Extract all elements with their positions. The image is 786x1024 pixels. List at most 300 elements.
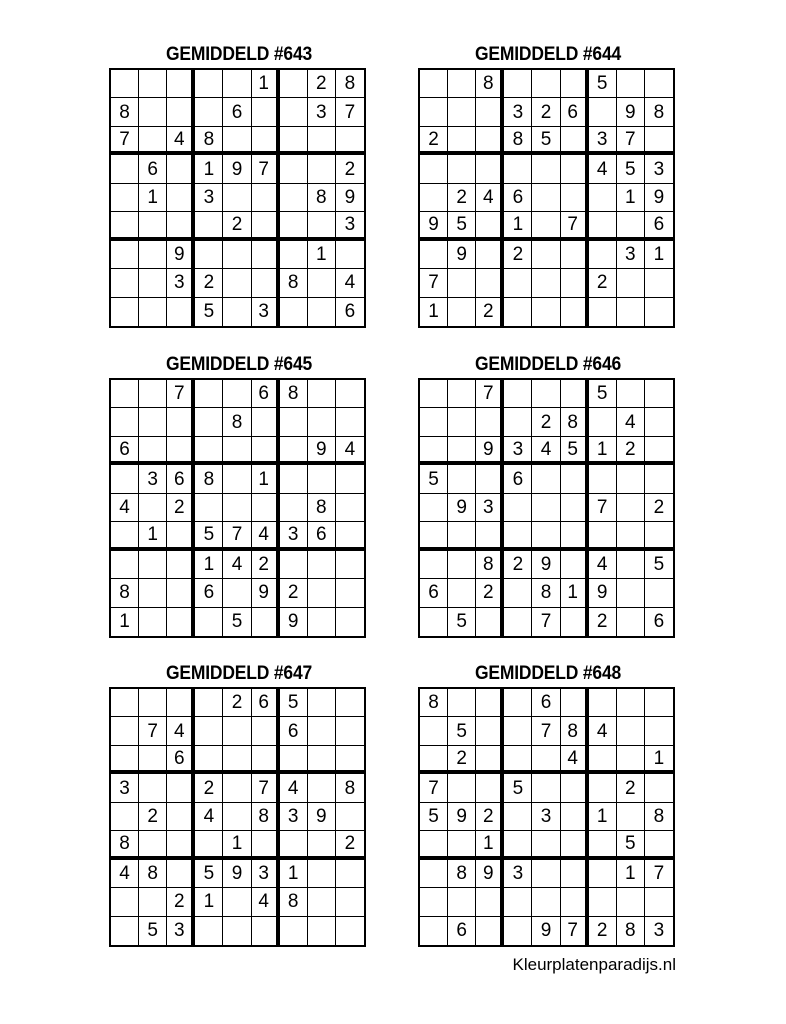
sudoku-cell: 2 (476, 803, 504, 831)
sudoku-cell (336, 717, 364, 745)
sudoku-cell: 8 (476, 70, 504, 98)
sudoku-cell (280, 437, 308, 465)
sudoku-cell: 6 (645, 212, 673, 240)
sudoku-cell (504, 888, 532, 916)
sudoku-cell (504, 917, 532, 945)
sudoku-cell (448, 408, 476, 436)
sudoku-cell (645, 269, 673, 297)
sudoku-cell (111, 888, 139, 916)
sudoku-cell: 1 (645, 746, 673, 774)
sudoku-cell (476, 608, 504, 636)
sudoku-cell (448, 689, 476, 717)
sudoku-cell (645, 380, 673, 408)
sudoku-cell: 4 (111, 860, 139, 888)
sudoku-cell: 9 (308, 803, 336, 831)
sudoku-cell (111, 803, 139, 831)
sudoku-cell (448, 380, 476, 408)
sudoku-cell: 4 (167, 717, 195, 745)
sudoku-cell (589, 888, 617, 916)
sudoku-cell (336, 494, 364, 522)
sudoku-cell (589, 212, 617, 240)
sudoku-cell (532, 212, 560, 240)
sudoku-cell (504, 608, 532, 636)
sudoku-cell (504, 831, 532, 859)
sudoku-cell: 8 (561, 717, 589, 745)
sudoku-cell (617, 269, 645, 297)
sudoku-cell (308, 269, 336, 297)
sudoku-cell (448, 774, 476, 802)
sudoku-cell (420, 494, 448, 522)
sudoku-cell (167, 408, 195, 436)
sudoku-cell: 1 (280, 860, 308, 888)
sudoku-cell (308, 579, 336, 607)
sudoku-cell: 3 (139, 465, 167, 493)
sudoku-cell: 3 (617, 241, 645, 269)
sudoku-cell: 3 (589, 127, 617, 155)
sudoku-cell: 4 (223, 551, 251, 579)
sudoku-cell: 6 (111, 437, 139, 465)
sudoku-cell (561, 803, 589, 831)
sudoku-cell (645, 717, 673, 745)
sudoku-cell: 1 (111, 608, 139, 636)
sudoku-cell (336, 746, 364, 774)
sudoku-cell (139, 494, 167, 522)
sudoku-cell (589, 774, 617, 802)
sudoku-cell (195, 437, 223, 465)
sudoku-cell (223, 184, 251, 212)
sudoku-cell: 1 (476, 831, 504, 859)
sudoku-cell: 2 (617, 437, 645, 465)
sudoku-cell: 4 (195, 803, 223, 831)
sudoku-cell (561, 127, 589, 155)
sudoku-cell (308, 408, 336, 436)
sudoku-cell: 8 (561, 408, 589, 436)
sudoku-cell (223, 437, 251, 465)
sudoku-cell (448, 522, 476, 550)
sudoku-cell (504, 269, 532, 297)
sudoku-cell: 2 (195, 774, 223, 802)
sudoku-cell: 2 (504, 551, 532, 579)
sudoku-cell: 8 (111, 98, 139, 126)
sudoku-cell: 8 (195, 465, 223, 493)
sudoku-cell (617, 380, 645, 408)
sudoku-cell (561, 465, 589, 493)
sudoku-cell: 2 (280, 579, 308, 607)
sudoku-cell: 2 (223, 689, 251, 717)
puzzle-title: GEMIDDELD #643 (165, 44, 313, 65)
sudoku-cell (195, 408, 223, 436)
sudoku-cell (617, 70, 645, 98)
sudoku-cell (280, 408, 308, 436)
sudoku-cell (280, 212, 308, 240)
sudoku-cell: 2 (645, 494, 673, 522)
sudoku-cell (280, 98, 308, 126)
sudoku-cell (223, 465, 251, 493)
sudoku-cell (308, 917, 336, 945)
sudoku-cell (504, 494, 532, 522)
sudoku-cell (167, 551, 195, 579)
sudoku-cell: 9 (420, 212, 448, 240)
sudoku-cell (476, 98, 504, 126)
sudoku-cell: 4 (532, 437, 560, 465)
sudoku-cell (252, 831, 280, 859)
sudoku-cell: 1 (195, 551, 223, 579)
sudoku-cell (476, 127, 504, 155)
sudoku-cell (111, 155, 139, 183)
sudoku-cell: 8 (504, 127, 532, 155)
sudoku-cell (448, 888, 476, 916)
sudoku-cell: 5 (223, 608, 251, 636)
sudoku-cell: 3 (280, 522, 308, 550)
sudoku-cell (504, 579, 532, 607)
sudoku-cell (111, 522, 139, 550)
sudoku-cell (336, 608, 364, 636)
sudoku-cell (532, 522, 560, 550)
sudoku-cell (420, 184, 448, 212)
sudoku-cell (645, 689, 673, 717)
sudoku-cell: 5 (195, 860, 223, 888)
sudoku-cell: 8 (336, 774, 364, 802)
sudoku-cell: 5 (561, 437, 589, 465)
sudoku-cell (617, 212, 645, 240)
sudoku-cell: 6 (344, 301, 356, 323)
sudoku-cell (252, 746, 280, 774)
sudoku-cell (476, 689, 504, 717)
sudoku-cell (139, 746, 167, 774)
sudoku-cell (280, 551, 308, 579)
sudoku-cell (561, 522, 589, 550)
puzzle-title: GEMIDDELD #645 (165, 354, 313, 375)
sudoku-cell (167, 608, 195, 636)
sudoku-cell (252, 127, 280, 155)
sudoku-cell (532, 831, 560, 859)
sudoku-cell (476, 888, 504, 916)
sudoku-cell (336, 551, 364, 579)
sudoku-cell (589, 184, 617, 212)
sudoku-cell: 9 (589, 579, 617, 607)
sudoku-cell: 1 (139, 184, 167, 212)
sudoku-cell (589, 241, 617, 269)
sudoku-cell (504, 689, 532, 717)
sudoku-cell (476, 241, 504, 269)
sudoku-cell: 7 (645, 860, 673, 888)
sudoku-cell (139, 127, 167, 155)
sudoku-cell: 1 (589, 437, 617, 465)
sudoku-cell: 6 (653, 611, 665, 633)
sudoku-cell: 9 (252, 579, 280, 607)
sudoku-cell (308, 155, 336, 183)
sudoku-cell (280, 831, 308, 859)
sudoku-cell: 9 (476, 437, 504, 465)
sudoku-cell (561, 831, 589, 859)
sudoku-cell: 4 (589, 551, 617, 579)
sudoku-cell (111, 298, 139, 326)
sudoku-cell (111, 212, 139, 240)
sudoku-cell: 7 (532, 717, 560, 745)
site-credit: Kleurplatenparadijs.nl (512, 955, 676, 974)
sudoku-cell: 3 (280, 803, 308, 831)
sudoku-cell: 2 (336, 831, 364, 859)
sudoku-cell (589, 408, 617, 436)
sudoku-cell (167, 803, 195, 831)
sudoku-cell (167, 184, 195, 212)
sudoku-grid (109, 378, 366, 638)
sudoku-cell (617, 551, 645, 579)
sudoku-cell: 3 (504, 437, 532, 465)
sudoku-cell (448, 98, 476, 126)
sudoku-cell: 7 (336, 98, 364, 126)
sudoku-cell (139, 831, 167, 859)
sudoku-cell (420, 380, 448, 408)
sudoku-cell: 2 (589, 608, 617, 636)
sudoku-cell (645, 774, 673, 802)
sudoku-cell (561, 380, 589, 408)
sudoku-cell (420, 860, 448, 888)
sudoku-cell (420, 155, 448, 183)
sudoku-cell (223, 746, 251, 774)
sudoku-cell (308, 551, 336, 579)
sudoku-cell (420, 917, 448, 945)
sudoku-cell (532, 184, 560, 212)
sudoku-cell (139, 579, 167, 607)
sudoku-cell (223, 803, 251, 831)
sudoku-cell (645, 298, 673, 326)
sudoku-cell: 7 (111, 127, 139, 155)
sudoku-cell: 6 (252, 380, 280, 408)
puzzle-title: GEMIDDELD #647 (165, 663, 313, 684)
sudoku-cell: 1 (252, 70, 280, 98)
sudoku-cell (645, 522, 673, 550)
sudoku-cell: 8 (645, 98, 673, 126)
sudoku-cell: 4 (167, 127, 195, 155)
sudoku-cell: 4 (617, 408, 645, 436)
sudoku-cell (280, 155, 308, 183)
sudoku-cell (223, 241, 251, 269)
sudoku-cell: 3 (308, 98, 336, 126)
sudoku-cell (223, 380, 251, 408)
sudoku-cell: 2 (420, 127, 448, 155)
sudoku-cell (223, 494, 251, 522)
sudoku-cell: 5 (645, 551, 673, 579)
sudoku-cell: 3 (504, 860, 532, 888)
sudoku-cell (280, 298, 308, 326)
sudoku-cell: 7 (561, 212, 589, 240)
sudoku-cell (139, 408, 167, 436)
sudoku-cell (561, 689, 589, 717)
sudoku-cell: 4 (589, 717, 617, 745)
sudoku-cell (420, 888, 448, 916)
sudoku-cell: 1 (617, 184, 645, 212)
sudoku-cell (167, 774, 195, 802)
sudoku-cell (420, 437, 448, 465)
sudoku-cell (139, 70, 167, 98)
sudoku-cell: 2 (532, 98, 560, 126)
sudoku-cell (167, 298, 195, 326)
sudoku-cell (308, 212, 336, 240)
sudoku-cell (223, 70, 251, 98)
sudoku-cell (617, 608, 645, 636)
sudoku-cell: 2 (336, 155, 364, 183)
sudoku-cell: 2 (252, 551, 280, 579)
sudoku-cell: 8 (252, 803, 280, 831)
sudoku-cell: 5 (448, 608, 476, 636)
sudoku-cell (111, 70, 139, 98)
sudoku-cell (195, 917, 223, 945)
sudoku-cell: 6 (448, 917, 476, 945)
sudoku-cell (223, 717, 251, 745)
sudoku-cell (139, 689, 167, 717)
sudoku-cell: 4 (336, 437, 364, 465)
sudoku-cell (420, 408, 448, 436)
sudoku-cell: 8 (111, 579, 139, 607)
sudoku-cell: 2 (476, 298, 504, 326)
sudoku-cell: 2 (139, 803, 167, 831)
sudoku-cell (532, 298, 560, 326)
sudoku-cell: 8 (280, 380, 308, 408)
sudoku-cell: 2 (167, 888, 195, 916)
sudoku-cell: 5 (448, 212, 476, 240)
sudoku-cell (336, 241, 364, 269)
sudoku-cell (504, 717, 532, 745)
sudoku-cell (504, 522, 532, 550)
sudoku-cell (561, 608, 589, 636)
sudoku-cell: 5 (195, 298, 223, 326)
sudoku-cell (589, 831, 617, 859)
sudoku-cell (195, 494, 223, 522)
sudoku-cell: 1 (589, 803, 617, 831)
sudoku-cell (252, 717, 280, 745)
sudoku-cell: 3 (195, 184, 223, 212)
sudoku-cell (504, 298, 532, 326)
sudoku-cell (420, 746, 448, 774)
sudoku-cell: 5 (532, 127, 560, 155)
sudoku-cell: 8 (195, 127, 223, 155)
sudoku-cell: 7 (139, 717, 167, 745)
sudoku-cell: 5 (420, 465, 448, 493)
sudoku-cell (645, 408, 673, 436)
sudoku-cell (252, 98, 280, 126)
sudoku-cell (448, 437, 476, 465)
sudoku-cell: 3 (111, 774, 139, 802)
sudoku-cell (504, 408, 532, 436)
sudoku-cell (139, 608, 167, 636)
sudoku-cell (420, 70, 448, 98)
sudoku-cell: 9 (448, 494, 476, 522)
sudoku-cell: 1 (195, 155, 223, 183)
sudoku-cell (336, 579, 364, 607)
sudoku-cell (336, 888, 364, 916)
sudoku-cell (111, 717, 139, 745)
sudoku-cell (280, 465, 308, 493)
sudoku-cell (645, 579, 673, 607)
sudoku-cell: 3 (532, 803, 560, 831)
sudoku-cell: 3 (504, 98, 532, 126)
sudoku-cell: 9 (645, 184, 673, 212)
sudoku-cell (336, 860, 364, 888)
sudoku-cell (420, 522, 448, 550)
sudoku-cell (476, 917, 504, 945)
sudoku-cell (139, 551, 167, 579)
sudoku-cell (167, 155, 195, 183)
sudoku-cell (308, 380, 336, 408)
sudoku-cell (111, 551, 139, 579)
sudoku-cell: 5 (589, 70, 617, 98)
sudoku-cell (195, 98, 223, 126)
sudoku-cell (645, 70, 673, 98)
puzzle-title: GEMIDDELD #644 (474, 44, 622, 65)
sudoku-cell: 7 (420, 269, 448, 297)
sudoku-cell (139, 380, 167, 408)
sudoku-cell (617, 746, 645, 774)
sudoku-cell: 1 (195, 888, 223, 916)
sudoku-cell: 8 (448, 860, 476, 888)
sudoku-cell: 2 (476, 579, 504, 607)
sudoku-cell (476, 746, 504, 774)
sudoku-cell: 6 (420, 579, 448, 607)
sudoku-cell: 1 (139, 522, 167, 550)
sudoku-cell: 5 (617, 155, 645, 183)
sudoku-cell: 8 (139, 860, 167, 888)
sudoku-cell (561, 298, 589, 326)
sudoku-cell (617, 465, 645, 493)
sudoku-cell (561, 70, 589, 98)
sudoku-cell: 4 (589, 155, 617, 183)
sudoku-cell (476, 717, 504, 745)
sudoku-cell: 4 (336, 269, 364, 297)
sudoku-cell: 2 (589, 917, 617, 945)
sudoku-cell (167, 522, 195, 550)
sudoku-cell (280, 917, 308, 945)
sudoku-cell (308, 774, 336, 802)
sudoku-cell: 5 (139, 917, 167, 945)
sudoku-cell: 1 (223, 831, 251, 859)
sudoku-cell (476, 155, 504, 183)
sudoku-cell (476, 269, 504, 297)
sudoku-cell (167, 689, 195, 717)
sudoku-cell (645, 127, 673, 155)
sudoku-cell (195, 689, 223, 717)
sudoku-cell: 2 (617, 774, 645, 802)
sudoku-cell: 5 (280, 689, 308, 717)
sudoku-cell: 2 (195, 269, 223, 297)
sudoku-cell: 8 (280, 269, 308, 297)
sudoku-cell: 2 (448, 746, 476, 774)
sudoku-cell: 1 (308, 241, 336, 269)
sudoku-cell: 3 (336, 212, 364, 240)
sudoku-cell (561, 155, 589, 183)
sudoku-cell (111, 241, 139, 269)
sudoku-cell (336, 465, 364, 493)
sudoku-cell (167, 437, 195, 465)
sudoku-cell: 2 (223, 212, 251, 240)
sudoku-cell (111, 408, 139, 436)
sudoku-cell: 8 (308, 494, 336, 522)
sudoku-cell (561, 494, 589, 522)
sudoku-cell (532, 774, 560, 802)
sudoku-cell (280, 494, 308, 522)
sudoku-cell (139, 437, 167, 465)
puzzle-title: GEMIDDELD #648 (474, 663, 622, 684)
sudoku-cell: 5 (617, 831, 645, 859)
sudoku-cell (420, 551, 448, 579)
sudoku-cell: 7 (223, 522, 251, 550)
sudoku-cell (448, 298, 476, 326)
sudoku-cell (336, 689, 364, 717)
sudoku-cell (111, 917, 139, 945)
sudoku-cell (336, 803, 364, 831)
sudoku-cell: 2 (532, 408, 560, 436)
sudoku-cell: 9 (617, 98, 645, 126)
